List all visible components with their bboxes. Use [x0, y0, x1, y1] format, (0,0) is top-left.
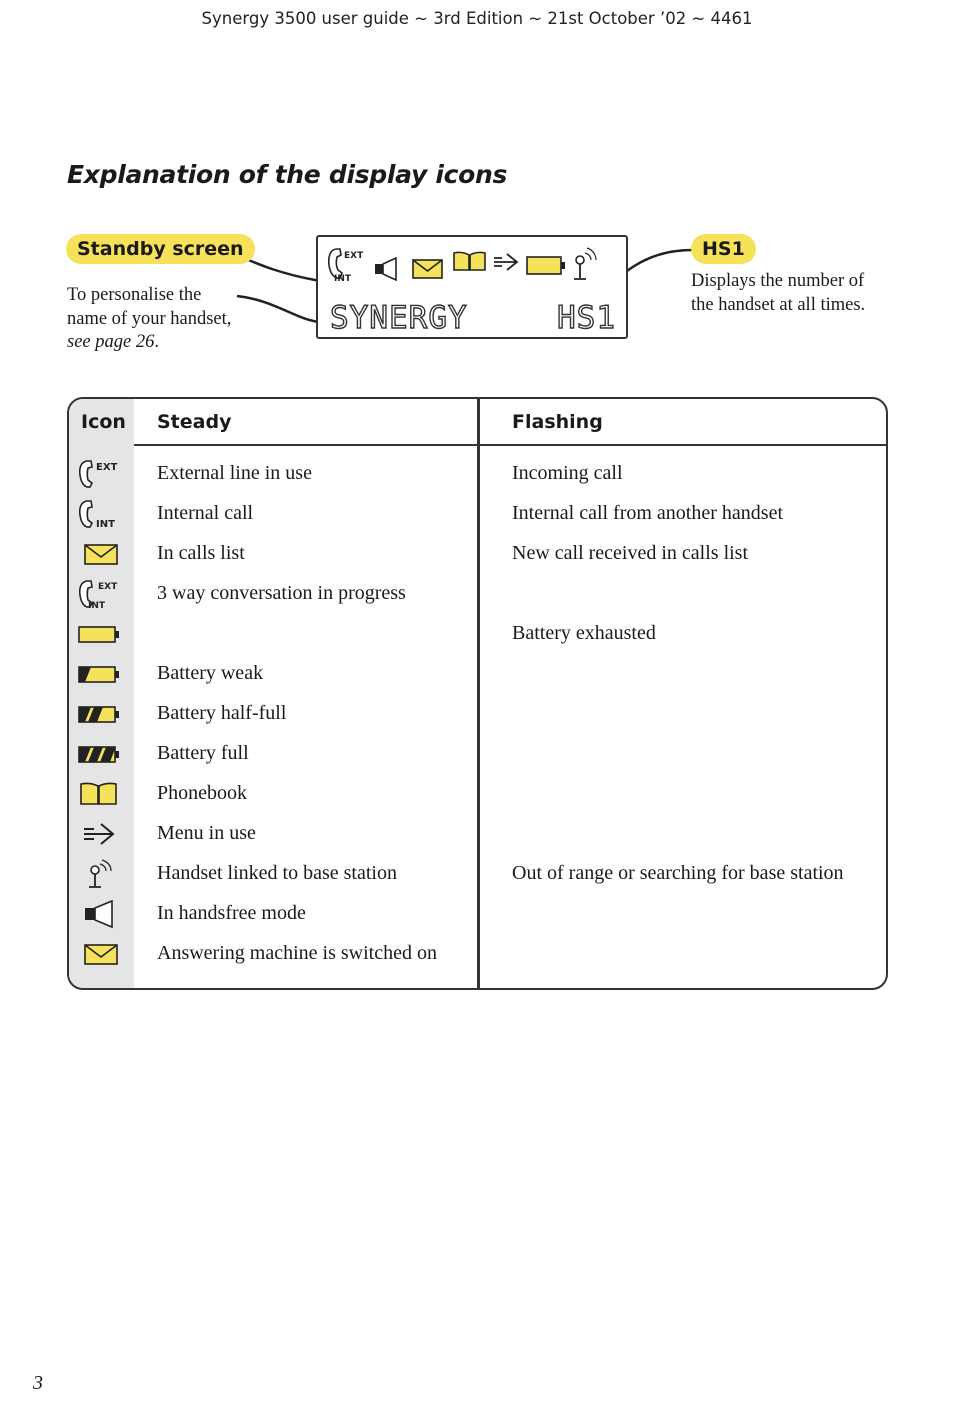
- header-rule: [134, 444, 888, 446]
- menu-arrow-icon: [492, 251, 522, 273]
- row2-steady: In calls list: [157, 542, 245, 564]
- row4-flashing: Battery exhausted: [512, 622, 656, 644]
- table-row: [69, 654, 886, 694]
- menu-arrow-icon: [76, 819, 122, 849]
- name-leader-line: [237, 296, 322, 322]
- table-row: [69, 894, 886, 934]
- hs1-note: [691, 270, 865, 317]
- standby-screen-label: Standby screen: [66, 234, 255, 264]
- table-row: [69, 934, 886, 974]
- battery-empty-icon: [76, 619, 122, 649]
- standby-note-line2: name of your handset,: [67, 308, 232, 329]
- icon-table: [67, 397, 888, 990]
- table-row: [69, 814, 886, 854]
- row0-icon-text: EXT: [96, 462, 118, 473]
- running-header: Synergy 3500 user guide ~ 3rd Edition ~ 21st October ’02 ~ 4461: [201, 9, 753, 28]
- row10-flashing: Out of range or searching for base station: [512, 862, 844, 884]
- row6-steady: Battery half-full: [157, 702, 287, 724]
- standby-note: [67, 284, 231, 355]
- hs1-note-line1: Displays the number of: [691, 271, 865, 291]
- row1-steady: Internal call: [157, 502, 254, 524]
- row10-steady: Handset linked to base station: [157, 862, 397, 884]
- standby-note-line1: To personalise the: [67, 285, 202, 305]
- table-row: [69, 614, 886, 654]
- lcd-int-text: INT: [334, 274, 352, 283]
- envelope-icon: [76, 539, 122, 569]
- table-row: [69, 534, 886, 574]
- row7-steady: Battery full: [157, 742, 249, 764]
- standby-note-page-ref: see page 26: [67, 332, 155, 352]
- ext-int-phone-icon: [76, 579, 122, 609]
- standby-note-end: .: [154, 332, 159, 352]
- table-row: [69, 734, 886, 774]
- table-row: [69, 694, 886, 734]
- row3-steady: 3 way conversation in progress: [157, 582, 406, 604]
- row5-steady: Battery weak: [157, 662, 264, 684]
- lcd-handset-name: SYNERGY: [330, 300, 468, 336]
- row11-steady: In handsfree mode: [157, 902, 306, 924]
- table-row: [69, 854, 886, 894]
- row0-flashing: Incoming call: [512, 462, 623, 484]
- envelope-icon: [412, 258, 444, 280]
- phonebook-icon: [76, 779, 122, 809]
- int-phone-icon: [76, 499, 122, 529]
- row9-steady: Menu in use: [157, 822, 256, 844]
- row1-flashing: Internal call from another handset: [512, 502, 783, 524]
- battery-half-icon: [76, 699, 122, 729]
- battery-full-icon: [76, 739, 122, 769]
- table-row: [69, 574, 886, 614]
- speaker-icon: [76, 899, 122, 929]
- table-row: [69, 454, 886, 494]
- antenna-icon: [570, 244, 600, 282]
- row8-steady: Phonebook: [157, 782, 247, 804]
- ext-int-phone-icon: [324, 245, 368, 283]
- antenna-icon: [76, 859, 122, 889]
- header-steady: Steady: [157, 411, 232, 433]
- table-row: [69, 774, 886, 814]
- table-row: [69, 494, 886, 534]
- hs1-note-line2: the handset at all times.: [691, 294, 866, 315]
- phonebook-icon: [452, 250, 488, 272]
- page-number: 3: [33, 1372, 43, 1394]
- row2-flashing: New call received in calls list: [512, 542, 749, 564]
- row12-steady: Answering machine is switched on: [157, 942, 437, 964]
- ext-phone-icon: [76, 459, 122, 489]
- header-icon: Icon: [81, 411, 126, 433]
- lcd-standby-display: [316, 235, 628, 339]
- hs1-label: HS1: [691, 234, 756, 264]
- row3-icon-text: EXT: [98, 582, 118, 592]
- battery-icon: [526, 255, 566, 277]
- page-title: Explanation of the display icons: [67, 160, 508, 189]
- row0-steady: External line in use: [157, 462, 312, 484]
- envelope-icon: [76, 939, 122, 969]
- battery-weak-icon: [76, 659, 122, 689]
- lcd-ext-text: EXT: [344, 251, 364, 261]
- header-flashing: Flashing: [512, 411, 603, 433]
- lcd-handset-number: HS1: [557, 300, 616, 336]
- row1-icon-text: INT: [96, 519, 115, 529]
- speaker-icon: [374, 257, 400, 281]
- row3-icon-text2: INT: [88, 601, 106, 609]
